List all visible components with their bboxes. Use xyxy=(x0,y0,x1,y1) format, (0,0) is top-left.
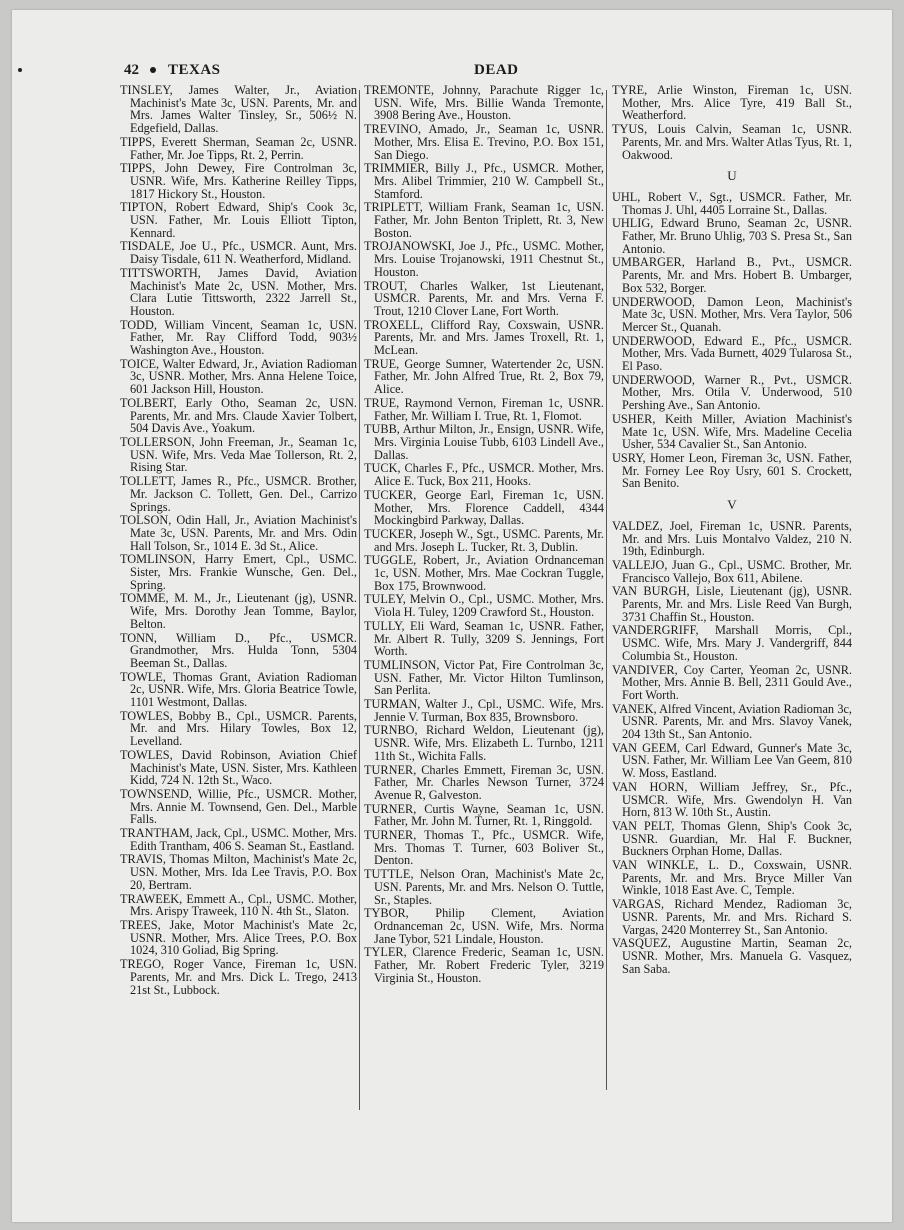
list-item: TROJANOWSKI, Joe J., Pfc., USMC. Mother, Mrs. Louise Trojanowski, 1911 Chestnut St., Houston. xyxy=(364,239,604,279)
list-item: TUBB, Arthur Milton, Jr., Ensign, USNR. Wife, Mrs. Virginia Louise Tubb, 6103 Lindell Ave., Dallas. xyxy=(364,422,604,462)
list-item: UNDERWOOD, Edward E., Pfc., USMCR. Mother, Mrs. Vada Burnett, 4029 Tularosa St., El Paso. xyxy=(612,333,852,374)
list-item: TURNBO, Richard Weldon, Lieutenant (jg), USNR. Wife, Mrs. Elizabeth L. Turnbo, 1211 11th St., Wichita Falls. xyxy=(364,723,604,763)
list-item: TOWLE, Thomas Grant, Aviation Radioman 2c, USNR. Wife, Mrs. Gloria Beatrice Towle, 1101 Westmont, Dallas. xyxy=(120,669,357,710)
list-item: UNDERWOOD, Warner R., Pvt., USMCR. Mother, Mrs. Otila V. Underwood, 510 Pershing Ave., San Antonio. xyxy=(612,372,852,413)
list-item: TREGO, Roger Vance, Fireman 1c, USN. Parents, Mr. and Mrs. Dick L. Trego, 2413 21st St., Lubbock. xyxy=(120,957,357,997)
list-item: TOWNSEND, Willie, Pfc., USMCR. Mother, Mrs. Annie M. Townsend, Gen. Del., Marble Falls. xyxy=(120,786,357,827)
list-item: UHLIG, Edward Bruno, Seaman 2c, USNR. Father, Mr. Bruno Uhlig, 703 S. Presa St., San Antonio. xyxy=(612,216,852,256)
column-1 xyxy=(120,84,357,1124)
list-item: TUCKER, George Earl, Fireman 1c, USN. Mother, Mrs. Florence Caddell, 4344 Mockingbird Parkway, Dallas. xyxy=(364,487,604,528)
list-item: TYUS, Louis Calvin, Seaman 1c, USNR. Parents, Mr. and Mrs. Walter Atlas Tyus, Rt. 1, Oakwood. xyxy=(612,122,852,162)
column-rule-2 xyxy=(606,90,607,1090)
section-letter: U xyxy=(727,168,737,184)
list-item: UHL, Robert V., Sgt., USMCR. Father, Mr. Thomas J. Uhl, 4405 Lorraine St., Dallas. xyxy=(612,189,852,217)
list-item: TRUE, George Sumner, Watertender 2c, USN. Father, Mr. John Alfred True, Rt. 2, Box 79, Alice. xyxy=(364,356,604,397)
list-item: TURNER, Thomas T., Pfc., USMCR. Wife, Mrs. Thomas T. Turner, 603 Boliver St., Denton. xyxy=(364,828,604,868)
list-item: TODD, William Vincent, Seaman 1c, USN. Father, Mr. Ray Clifford Todd, 903½ Washington Ave., Houston. xyxy=(120,317,357,358)
list-item: TYRE, Arlie Winston, Fireman 1c, USN. Mother, Mrs. Alice Tyre, 419 Ball St., Weatherford. xyxy=(612,84,852,123)
list-item: TITTSWORTH, James David, Aviation Machinist's Mate 2c, USN. Mother, Mrs. Clara Lutie Tittsworth, 2322 Jarrell St., Houston. xyxy=(120,265,357,318)
list-item: VAN PELT, Thomas Glenn, Ship's Cook 3c, USNR. Guardian, Mr. Hal F. Buckner, Buckners Orphan Home, Dallas. xyxy=(612,818,852,859)
list-item: TUCK, Charles F., Pfc., USMCR. Mother, Mrs. Alice E. Tuck, Box 211, Hooks. xyxy=(364,461,604,489)
state-name: TEXAS xyxy=(168,62,221,78)
list-item: VAN GEEM, Carl Edward, Gunner's Mate 3c, USN. Father, Mr. William Lee Van Geem, 810 W. Moss, Eastland. xyxy=(612,740,852,781)
list-item: TYBOR, Philip Clement, Aviation Ordnanceman 2c, USN. Wife, Mrs. Norma Jane Tybor, 521 Lindale, Houston. xyxy=(364,906,604,946)
list-item: TYLER, Clarence Frederic, Seaman 1c, USN. Father, Mr. Robert Frederic Tyler, 3219 Virginia St., Houston. xyxy=(364,945,604,985)
list-item: TRIPLETT, William Frank, Seaman 1c, USN. Father, Mr. John Benton Triplett, Rt. 3, New Boston. xyxy=(364,200,604,240)
list-item: TUCKER, Joseph W., Sgt., USMC. Parents, Mr. and Mrs. Joseph L. Tucker, Rt. 3, Dublin. xyxy=(364,526,604,554)
list-item: VAN HORN, William Jeffrey, Sr., Pfc., USMCR. Wife, Mrs. Gwendolyn H. Van Horn, 813 W. 10th St., Austin. xyxy=(612,779,852,820)
list-item: TOICE, Walter Edward, Jr., Aviation Radioman 3c, USNR. Mother, Mrs. Anna Helene Toice, 601 Jackson Hill, Houston. xyxy=(120,356,357,397)
list-item: TINSLEY, James Walter, Jr., Aviation Machinist's Mate 3c, USN. Parents, Mr. and Mrs. James Walter Tinsley, Sr., 506½ N. Edgefield, Dallas. xyxy=(120,84,357,136)
section-letter: V xyxy=(727,497,737,513)
list-item: TREVINO, Amado, Jr., Seaman 1c, USNR. Mother, Mrs. Elisa E. Trevino, P.O. Box 151, San Diego. xyxy=(364,122,604,162)
list-item: TROXELL, Clifford Ray, Coxswain, USNR. Parents, Mr. and Mrs. James Troxell, Rt. 1, McLean. xyxy=(364,317,604,358)
list-item: UNDERWOOD, Damon Leon, Machinist's Mate 3c, USN. Mother, Mrs. Vera Taylor, 506 Mercer St., Quanah. xyxy=(612,294,852,334)
list-item: VAN WINKLE, L. D., Coxswain, USNR. Parents, Mr. and Mrs. Bryce Miller Van Winkle, 1018 East Ave. C, Temple. xyxy=(612,858,852,898)
page-number: 42 xyxy=(124,62,139,78)
list-item: TULEY, Melvin O., Cpl., USMC. Mother, Mrs. Viola H. Tuley, 1209 Crawford St., Houston. xyxy=(364,592,604,620)
list-item: VAN BURGH, Lisle, Lieutenant (jg), USNR. Parents, Mr. and Mrs. Lisle Reed Van Burgh, 3731 Chaffin St., Houston. xyxy=(612,584,852,624)
list-item: TULLY, Eli Ward, Seaman 1c, USNR. Father, Mr. Albert R. Tully, 3209 S. Jennings, Fort Worth. xyxy=(364,618,604,659)
list-item: VASQUEZ, Augustine Martin, Seaman 2c, USNR. Mother, Mrs. Manuela G. Vasquez, San Saba. xyxy=(612,936,852,976)
list-item: TURMAN, Walter J., Cpl., USMC. Wife, Mrs. Jennie V. Turman, Box 835, Brownsboro. xyxy=(364,697,604,724)
list-item: TOWLES, Bobby B., Cpl., USMCR. Parents, Mr. and Mrs. Hilary Towles, Box 12, Levelland. xyxy=(120,708,357,749)
list-item: TRANTHAM, Jack, Cpl., USMC. Mother, Mrs. Edith Trantham, 406 S. Seaman St., Eastland. xyxy=(120,826,357,853)
list-item: TUTTLE, Nelson Oran, Machinist's Mate 2c, USN. Parents, Mr. and Mrs. Nelson O. Tuttle, Sr., Staples. xyxy=(364,867,604,907)
list-item: TURNER, Charles Emmett, Fireman 3c, USN. Father, Mr. Charles Newson Turner, 3724 Avenue R, Galveston. xyxy=(364,762,604,802)
list-item: USRY, Homer Leon, Fireman 3c, USN. Father, Mr. Forney Lee Roy Usry, 601 S. Crockett, San Benito. xyxy=(612,450,852,491)
list-item: TISDALE, Joe U., Pfc., USMCR. Aunt, Mrs. Daisy Tisdale, 611 N. Weatherford, Midland. xyxy=(120,239,357,267)
list-item: TRAWEEK, Emmett A., Cpl., USMC. Mother, Mrs. Arispy Traweek, 110 N. 4th St., Slaton. xyxy=(120,891,357,919)
list-item: TRIMMIER, Billy J., Pfc., USMCR. Mother, Mrs. Alibel Trimmier, 210 W. Campbell St., Stamford. xyxy=(364,161,604,201)
list-item: TONN, William D., Pfc., USMCR. Grandmother, Mrs. Hulda Tonn, 5304 Beeman St., Dallas. xyxy=(120,630,357,670)
margin-dot xyxy=(18,68,22,72)
list-item: TRAVIS, Thomas Milton, Machinist's Mate 2c, USN. Mother, Mrs. Ida Lee Travis, P.O. Box 20, Bertram. xyxy=(120,852,357,892)
list-item: TREMONTE, Johnny, Parachute Rigger 1c, USN. Wife, Mrs. Billie Wanda Tremonte, 3908 Bering Ave., Houston. xyxy=(364,84,604,123)
header-bullet-icon xyxy=(150,67,156,73)
list-item: TREES, Jake, Motor Machinist's Mate 2c, USNR. Mother, Mrs. Alice Trees, P.O. Box 1024, 310 Goliad, Big Spring. xyxy=(120,918,357,958)
list-item: TOLBERT, Early Otho, Seaman 2c, USN. Parents, Mr. and Mrs. Claude Xavier Tolbert, 504 Davis Ave., Yoakum. xyxy=(120,395,357,436)
list-item: TOLLETT, James R., Pfc., USMCR. Brother, Mr. Jackson C. Tollett, Gen. Del., Carrizo Springs. xyxy=(120,474,357,514)
column-2 xyxy=(364,84,604,1124)
list-item: VALDEZ, Joel, Fireman 1c, USNR. Parents, Mr. and Mrs. Luis Montalvo Valdez, 210 N. 19th, Edinburgh. xyxy=(612,518,852,559)
page-header xyxy=(124,62,864,84)
list-item: TURNER, Curtis Wayne, Seaman 1c, USN. Father, Mr. John M. Turner, Rt. 1, Ringgold. xyxy=(364,801,604,829)
list-item: VARGAS, Richard Mendez, Radioman 3c, USNR. Parents, Mr. and Mrs. Richard S. Vargas, 2420 Monterrey St., San Antonio. xyxy=(612,897,852,937)
column-3 xyxy=(612,84,852,1124)
list-item: TOMME, M. M., Jr., Lieutenant (jg), USNR. Wife, Mrs. Dorothy Jean Tomme, Baylor, Belton. xyxy=(120,591,357,631)
list-item: TRUE, Raymond Vernon, Fireman 1c, USNR. Father, Mr. William I. True, Rt. 1, Flomot. xyxy=(364,395,604,423)
list-item: TIPPS, Everett Sherman, Seaman 2c, USNR. Father, Mr. Joe Tipps, Rt. 2, Perrin. xyxy=(120,134,357,162)
list-item: VANDIVER, Coy Carter, Yeoman 2c, USNR. Mother, Mrs. Annie B. Bell, 2311 Gould Ave., Fort Worth. xyxy=(612,662,852,702)
list-item: VANDERGRIFF, Marshall Morris, Cpl., USMC. Wife, Mrs. Mary J. Vandergriff, 844 Columbia St., Houston. xyxy=(612,623,852,663)
list-item: VANEK, Alfred Vincent, Aviation Radioman 3c, USNR. Parents, Mr. and Mrs. Slavoy Vanek, 204 13th St., San Antonio. xyxy=(612,701,852,742)
list-item: TOLLERSON, John Freeman, Jr., Seaman 1c, USN. Wife, Mrs. Veda Mae Tollerson, Rt. 2, Rising Star. xyxy=(120,434,357,475)
list-item: TOWLES, David Robinson, Aviation Chief Machinist's Mate, USN. Sister, Mrs. Kathleen Kidd, 724 N. 12th St., Waco. xyxy=(120,747,357,788)
column-rule-1 xyxy=(359,90,360,1110)
list-item: TUGGLE, Robert, Jr., Aviation Ordnanceman 1c, USN. Mother, Mrs. Mae Cockran Tuggle, Box 175, Brownwood. xyxy=(364,553,604,593)
list-item: TUMLINSON, Victor Pat, Fire Controlman 3c, USN. Father, Mr. Victor Hilton Tumlinson, San Perlita. xyxy=(364,657,604,698)
list-item: TOMLINSON, Harry Emert, Cpl., USMC. Sister, Mrs. Frankie Wunsche, Gen. Del., Spring. xyxy=(120,552,357,592)
list-item: TROUT, Charles Walker, 1st Lieutenant, USMCR. Parents, Mr. and Mrs. Verna F. Trout, 1210 Clover Lane, Fort Worth. xyxy=(364,278,604,318)
list-item: USHER, Keith Miller, Aviation Machinist's Mate 1c, USN. Wife, Mrs. Madeline Cecelia Usher, 534 Cavalier St., San Antonio. xyxy=(612,411,852,452)
list-item: UMBARGER, Harland B., Pvt., USMCR. Parents, Mr. and Mrs. Hobert B. Umbarger, Box 532, Borger. xyxy=(612,255,852,295)
list-item: TIPPS, John Dewey, Fire Controlman 3c, USNR. Wife, Mrs. Katherine Reilley Tipps, 1817 Hickory St., Houston. xyxy=(120,161,357,201)
document-page xyxy=(12,10,892,1222)
list-item: TOLSON, Odin Hall, Jr., Aviation Machinist's Mate 3c, USN. Parents, Mr. and Mrs. Odin Hall Tolson, Sr., 1014 E. 3d St., Alice. xyxy=(120,513,357,553)
list-item: TIPTON, Robert Edward, Ship's Cook 3c, USN. Father, Mr. Louis Elliott Tipton, Kennard. xyxy=(120,200,357,240)
list-item: VALLEJO, Juan G., Cpl., USMC. Brother, Mr. Francisco Vallejo, Box 611, Abilene. xyxy=(612,557,852,585)
section-title: DEAD xyxy=(474,62,519,78)
